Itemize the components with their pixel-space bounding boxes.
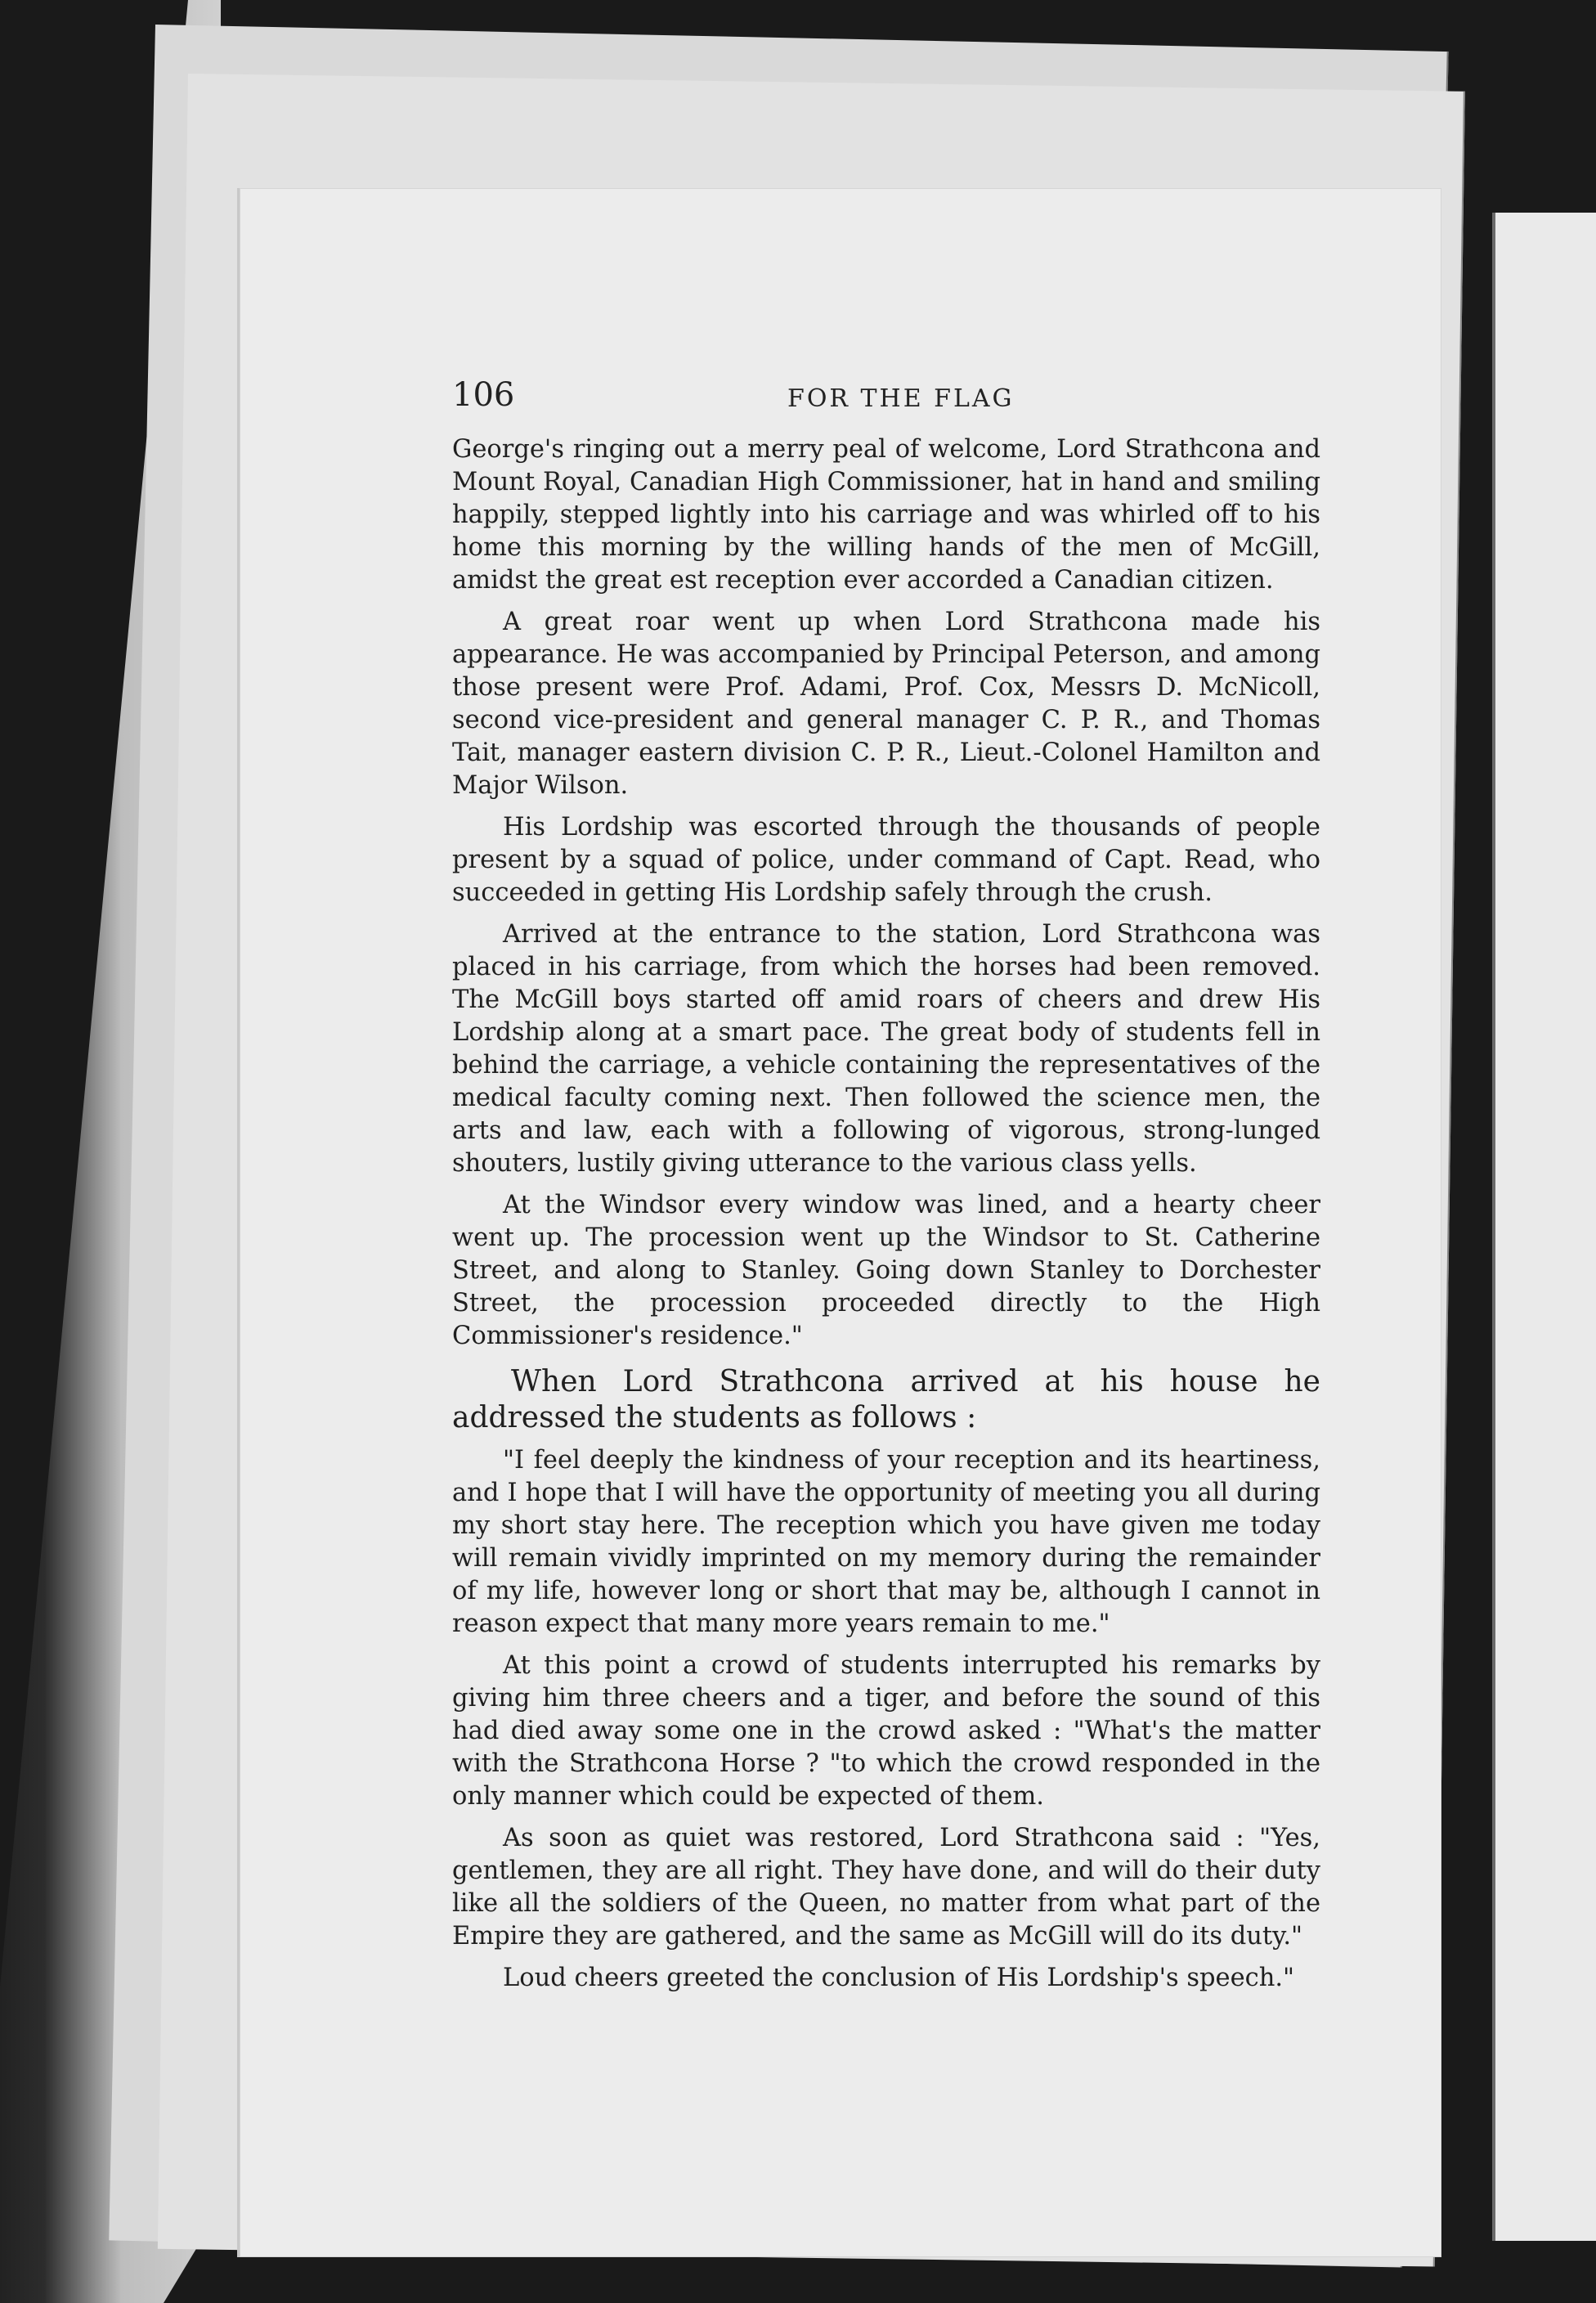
paragraph: George's ringing out a merry peal of welcome, Lord Strathcona and Mount Royal, Canadian High Commissioner, hat in hand and smiling happily, stepped lightly into his carriage and was whirled off to his home this morning by the willing hands of the men of McGill, amidst the great est reception ever accorded a Canadian citizen.: [452, 435, 1320, 595]
paragraph: His Lordship was escorted through the thousands of people present by a squad of police, under command of Capt. Read, who succeeded in getting His Lordship safely through the crush.: [452, 813, 1320, 907]
running-head: FOR THE FLAG: [787, 384, 1015, 413]
page-number: 106: [452, 376, 515, 414]
paragraph: At the Windsor every window was lined, and a hearty cheer went up. The procession went up the Windsor to St. Catherine Street, and along to Stanley. Going down Stanley to Dorchester Street, the procession proceeded directly to the High Commissioner's residence.": [452, 1191, 1320, 1350]
paragraph: "I feel deeply the kindness of your reception and its heartiness, and I hope that I will have the opportunity of meeting you all during my short stay here. The reception which you have given me today will remain vividly imprinted on my memory during the remainder of my life, however long or short that may be, although I cannot in reason expect that many more years remain to me.": [452, 1446, 1320, 1638]
paragraph: At this point a crowd of students interrupted his remarks by giving him three cheers and a tiger, and before the sound of this had died away some one in the crowd asked : "What's the matter with the Strathcona Horse ? "to which the crowd responded in the only manner which could be expected of them.: [452, 1651, 1320, 1811]
speech-intro: When Lord Strathcona arrived at his house he addressed the students as follows :: [452, 1365, 1320, 1434]
paragraph: As soon as quiet was restored, Lord Strathcona said : "Yes, gentlemen, they are all right. They have done, and will do their duty like all the soldiers of the Queen, no matter from what part of the Empire they are gathered, and the same as McGill will do its duty.": [452, 1824, 1320, 1951]
body-text: [452, 433, 1320, 1995]
facing-page: [1492, 213, 1596, 2241]
paragraph: A great roar went up when Lord Strathcona made his appearance. He was accompanied by Principal Peterson, and among those present were Prof. Adami, Prof. Cox, Messrs D. McNicoll, second vice-president and general manager C. P. R., and Thomas Tait, manager eastern division C. P. R., Lieut.-Colonel Hamilton and Major Wilson.: [452, 608, 1320, 800]
page-header: [452, 376, 1548, 417]
paragraph: Arrived at the entrance to the station, Lord Strathcona was placed in his carriage, from which the horses had been removed. The McGill boys started off amid roars of cheers and drew His Lordship along at a smart pace. The great body of students fell in behind the carriage, a vehicle containing the representatives of the medical faculty coming next. Then followed the science men, the arts and law, each with a following of vigorous, strong-lunged shouters, lustily giving utterance to the various class yells.: [452, 920, 1320, 1178]
paragraph: Loud cheers greeted the conclusion of His Lordship's speech.": [503, 1964, 1295, 1992]
book-page: [237, 188, 1441, 2257]
